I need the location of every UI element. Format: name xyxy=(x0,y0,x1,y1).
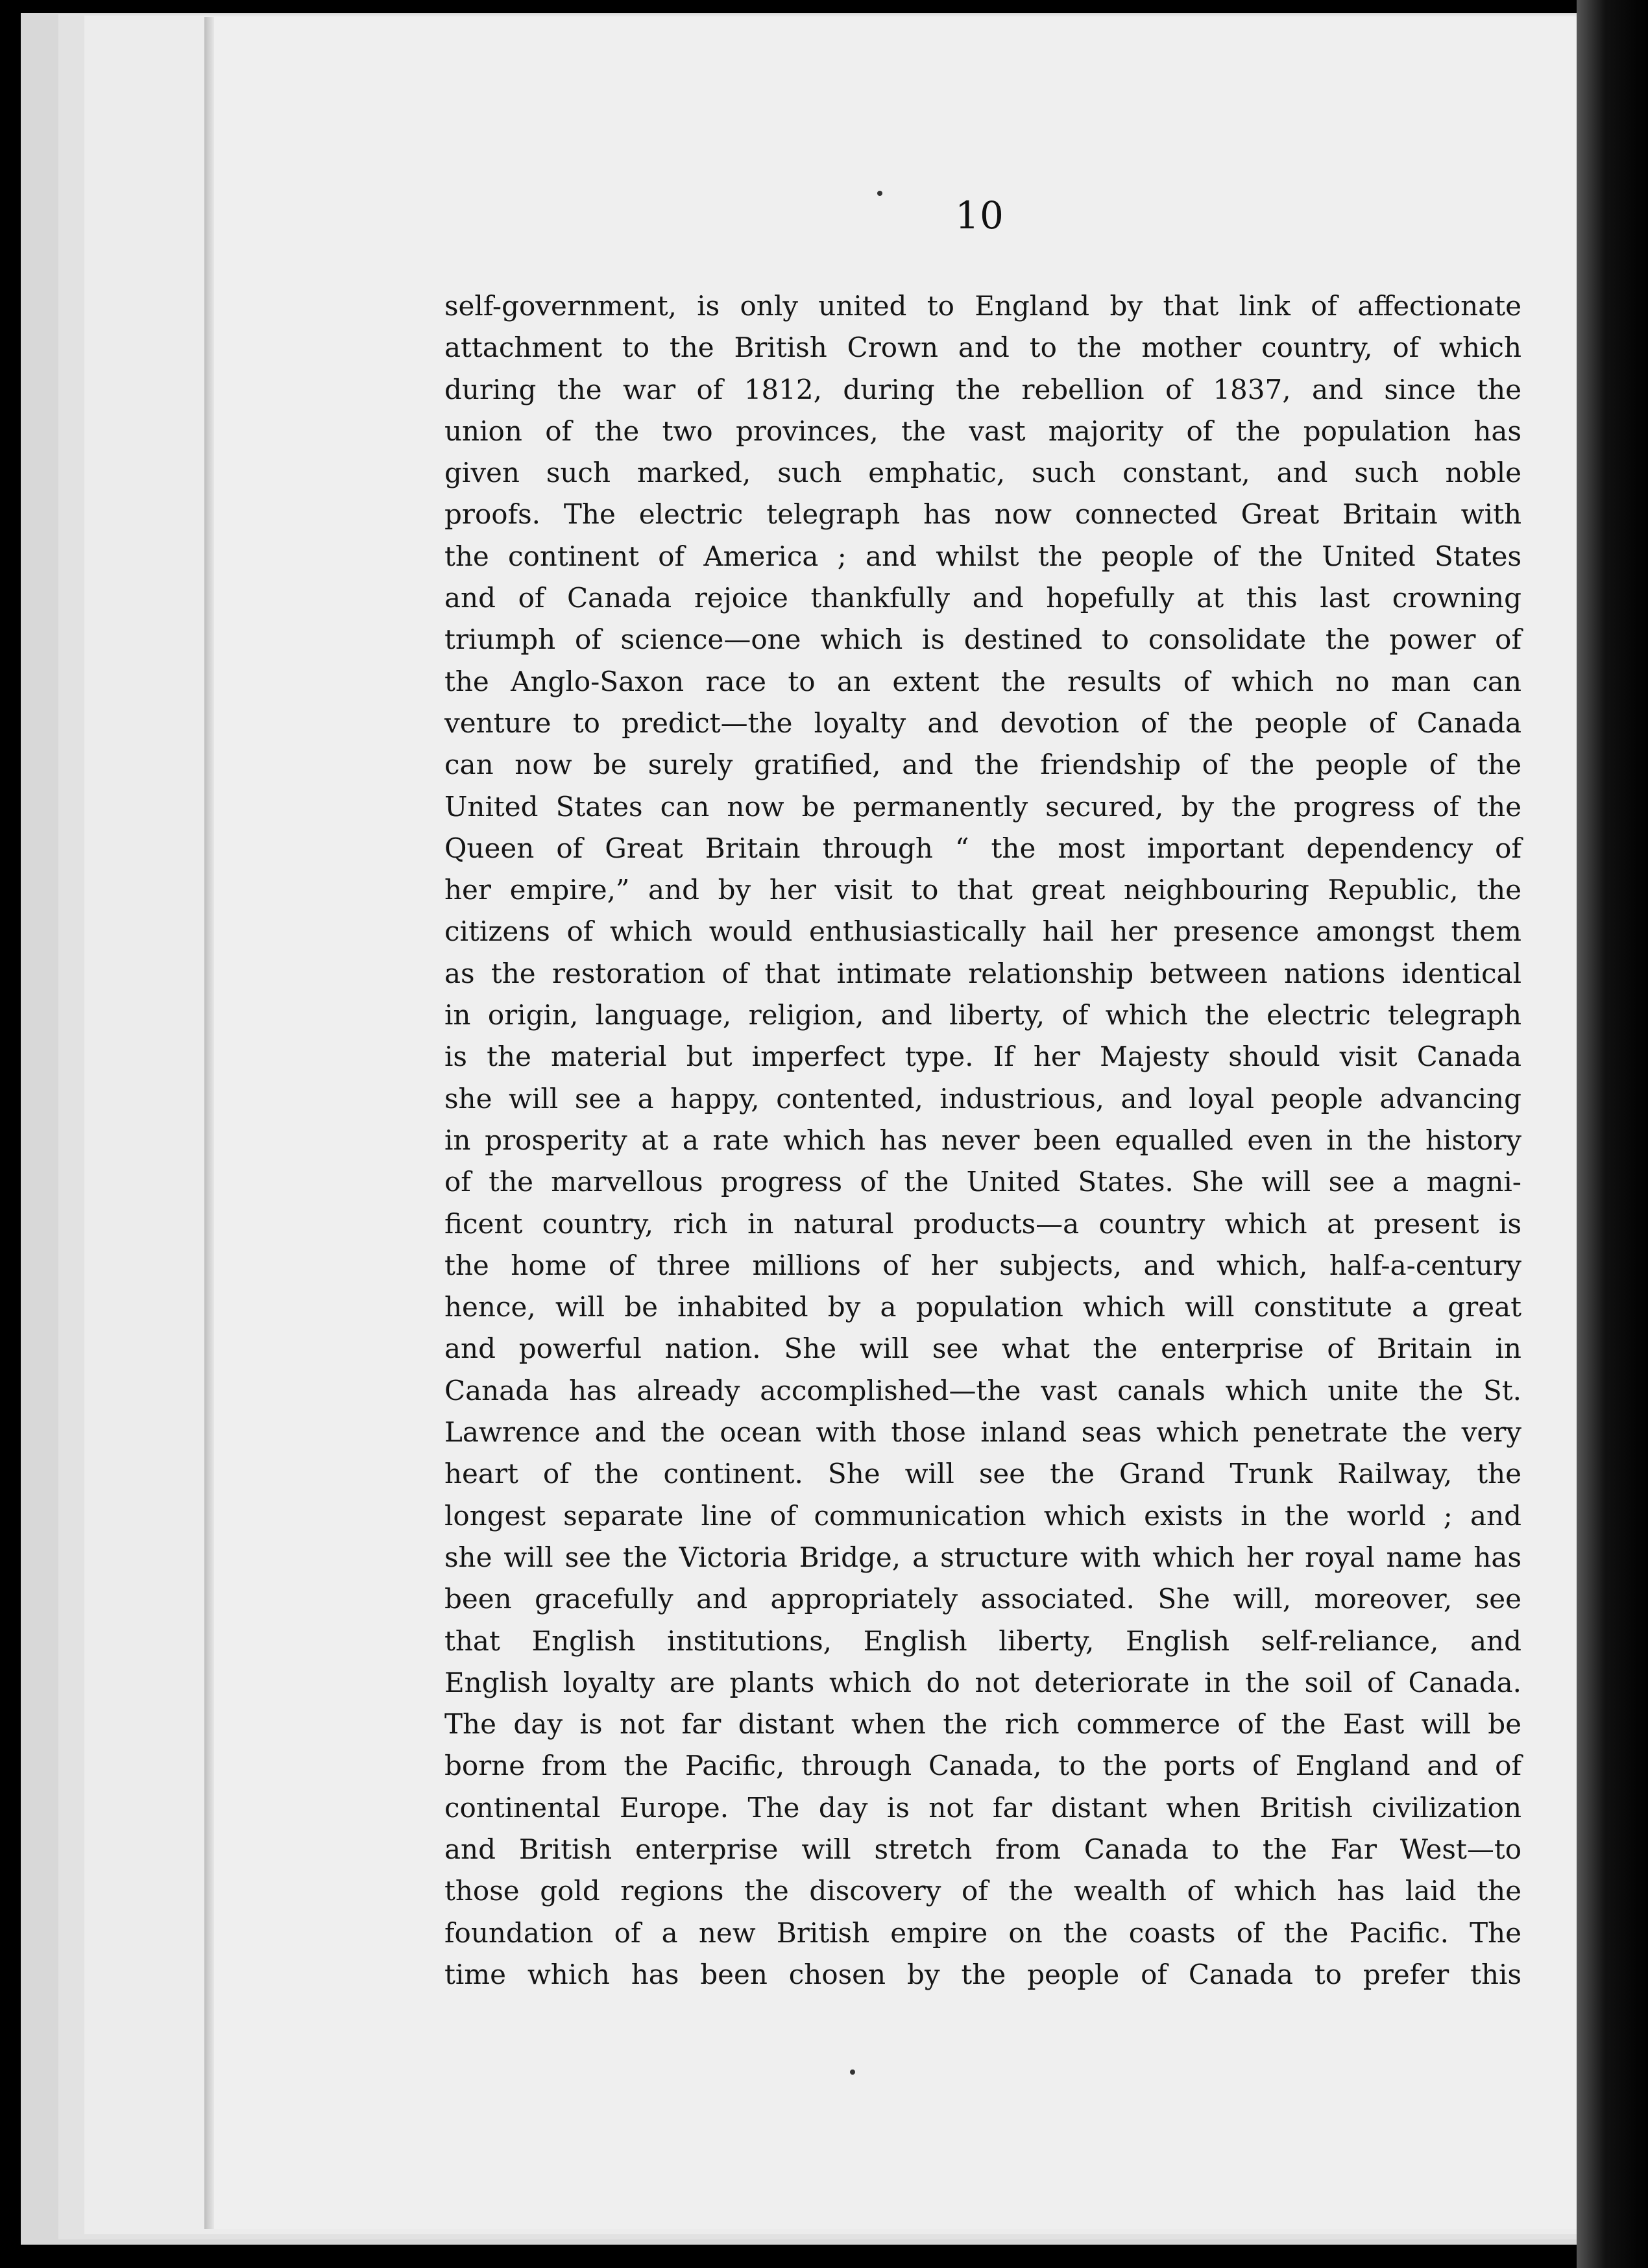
scan-speck xyxy=(877,191,882,196)
text-line: United States can now be permanently secured, by the progress of the xyxy=(444,790,1521,823)
text-line: venture to predict—the loyalty and devotion of the people of Canada xyxy=(444,706,1521,739)
text-line: during the war of 1812, during the rebellion of 1837, and since the xyxy=(444,373,1521,405)
text-line: and powerful nation. She will see what the enterprise of Britain in xyxy=(444,1333,1521,1365)
text-line: union of the two provinces, the vast majority of the population has xyxy=(444,415,1521,447)
text-line: in origin, language, religion, and liberty, of which the electric telegraph xyxy=(444,999,1521,1031)
text-line: the Anglo-Saxon race to an extent the results of which no man can xyxy=(444,665,1521,697)
binding-shadow xyxy=(1577,0,1648,2268)
text-line: Lawrence and the ocean with those inland seas which penetrate the very xyxy=(444,1416,1521,1449)
text-line: and British enterprise will stretch from Canada to the Far West—to xyxy=(444,1833,1521,1865)
text-line: self-government, is only united to England by that link of affectionate xyxy=(444,290,1521,322)
text-line: she will see a happy, contented, industrious, and loyal people advancing xyxy=(444,1082,1521,1115)
text-line: the continent of America ; and whilst the people of the United States xyxy=(444,540,1521,572)
text-line: her empire,” and by her visit to that great neighbouring Republic, the xyxy=(444,874,1521,906)
text-line: ficent country, rich in natural products—a country which at present is xyxy=(444,1207,1521,1240)
body-text xyxy=(444,285,1521,1996)
text-line: that English institutions, English liberty, English self-reliance, and xyxy=(444,1624,1521,1657)
text-line: the home of three millions of her subjects, and which, half-a-century xyxy=(444,1249,1521,1281)
text-line: she will see the Victoria Bridge, a structure with which her royal name has xyxy=(444,1541,1521,1573)
text-line: attachment to the British Crown and to the mother country, of which xyxy=(444,332,1521,364)
text-line: Canada has already accomplished—the vast canals which unite the St. xyxy=(444,1374,1521,1406)
text-line: borne from the Pacific, through Canada, to the ports of England and of xyxy=(444,1750,1521,1782)
text-line: been gracefully and appropriately associated. She will, moreover, see xyxy=(444,1583,1521,1615)
text-line: given such marked, such emphatic, such constant, and such noble xyxy=(444,457,1521,489)
text-line: continental Europe. The day is not far distant when British civilization xyxy=(444,1791,1521,1824)
page-number: 10 xyxy=(955,193,1004,237)
text-line: foundation of a new British empire on the coasts of the Pacific. The xyxy=(444,1916,1521,1949)
text-line: longest separate line of communication which exists in the world ; and xyxy=(444,1499,1521,1532)
text-line: in prosperity at a rate which has never been equalled even in the history xyxy=(444,1124,1521,1156)
text-line: Queen of Great Britain through “ the most important dependency of xyxy=(444,832,1521,864)
text-line: can now be surely gratified, and the friendship of the people of the xyxy=(444,749,1521,781)
text-line: time which has been chosen by the people of Canada to prefer this xyxy=(444,1958,1521,1990)
text-line: proofs. The electric telegraph has now connected Great Britain with xyxy=(444,498,1521,531)
text-line: triumph of science—one which is destined to consolidate the power of xyxy=(444,623,1521,656)
scan-speck xyxy=(850,2069,855,2075)
text-line: as the restoration of that intimate relationship between nations identical xyxy=(444,957,1521,989)
text-line: of the marvellous progress of the United States. She will see a magni- xyxy=(444,1166,1521,1198)
text-line: heart of the continent. She will see the Grand Trunk Railway, the xyxy=(444,1458,1521,1490)
text-line: those gold regions the discovery of the wealth of which has laid the xyxy=(444,1875,1521,1907)
text-line: citizens of which would enthusiastically hail her presence amongst them xyxy=(444,915,1521,948)
text-line: hence, will be inhabited by a population which will constitute a great xyxy=(444,1291,1521,1323)
text-line: and of Canada rejoice thankfully and hopefully at this last crowning xyxy=(444,582,1521,614)
text-line: English loyalty are plants which do not deteriorate in the soil of Canada. xyxy=(444,1666,1521,1698)
text-line: The day is not far distant when the rich commerce of the East will be xyxy=(444,1708,1521,1741)
text-line: is the material but imperfect type. If her Majesty should visit Canada xyxy=(444,1041,1521,1073)
